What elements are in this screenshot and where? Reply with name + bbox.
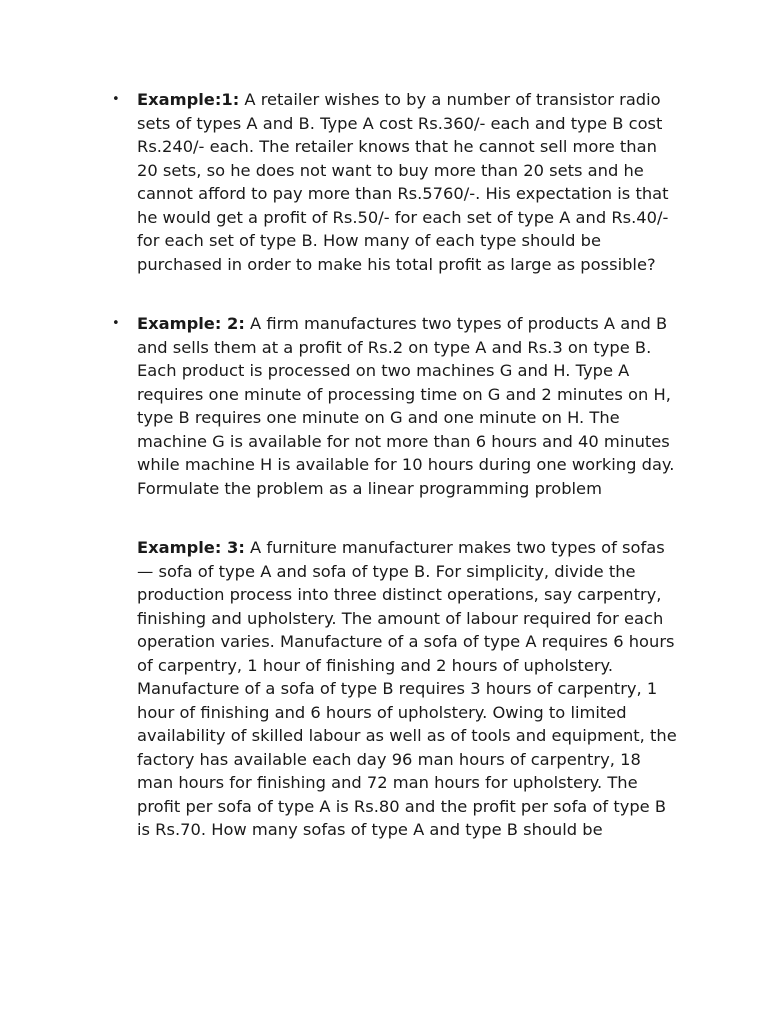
example-2-paragraph (137, 312, 679, 500)
example-3-label: Example: 3: (137, 538, 245, 557)
bullet-marker: • (112, 316, 120, 331)
bullet-marker: • (112, 92, 120, 107)
example-3-paragraph (137, 536, 679, 842)
example-2-label: Example: 2: (137, 314, 245, 333)
example-2-text: A firm manufactures two types of products A and B and sells them at a profit of Rs.2 on type A and Rs.3 on type B. Each product is processed on two machines G and H. Type A requires one minute of processing time on G and 2 minutes on H, type B requires one minute on G and one minute on H. The machine G is available for not more than 6 hours and 40 minutes while machine H is available for 10 hours during one working day. Formulate the problem as a linear programming problem (137, 314, 675, 498)
example-1-label: Example:1: (137, 90, 240, 109)
example-1-text: A retailer wishes to by a number of transistor radio sets of types A and B. Type A cost Rs.360/- each and type B cost Rs.240/- each. The retailer knows that he cannot sell more than 20 sets, so he does not want to buy more than 20 sets and he cannot afford to pay more than Rs.5760/-. His expectation is that he would get a profit of Rs.50/- for each set of type A and Rs.40/- for each set of type B. How many of each type should be purchased in order to make his total profit as large as possible? (137, 90, 669, 274)
example-3-text: A furniture manufacturer makes two types of sofas — sofa of type A and sofa of type B. For simplicity, divide the production process into three distinct operations, say carpentry, finishing and upholstery. The amount of labour required for each operation varies. Manufacture of a sofa of type A requires 6 hours of carpentry, 1 hour of finishing and 2 hours of upholstery. Manufacture of a sofa of type B requires 3 hours of carpentry, 1 hour of finishing and 6 hours of upholstery. Owing to limited availability of skilled labour as well as of tools and equipment, the factory has available each day 96 man hours of carpentry, 18 man hours for finishing and 72 man hours for upholstery. The profit per sofa of type A is Rs.80 and the profit per sofa of type B is Rs.70. How many sofas of type A and type B should be (137, 538, 677, 839)
example-1-paragraph (137, 88, 679, 276)
